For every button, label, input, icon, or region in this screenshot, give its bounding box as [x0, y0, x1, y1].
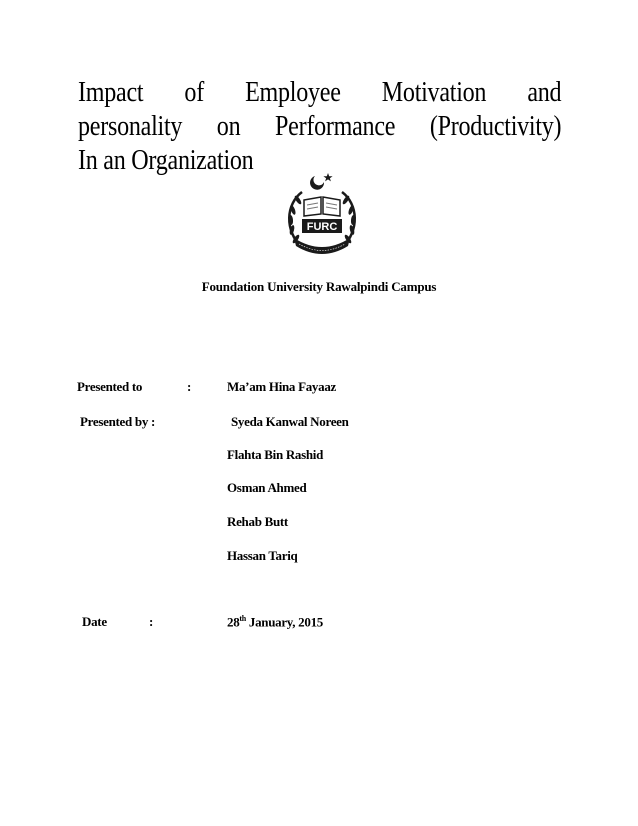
member-name: Syeda Kanwal Noreen — [231, 414, 349, 429]
presented-to-value: Ma’am Hina Fayaaz — [227, 379, 336, 394]
title-line-1: Impact of Employee Motivation and — [78, 77, 562, 108]
date-suffix: th — [239, 614, 246, 623]
presented-to-label: Presented to — [77, 379, 143, 394]
furc-logo-icon — [272, 170, 372, 260]
presented-by-label: Presented by : — [80, 414, 155, 429]
member-name: Rehab Butt — [227, 514, 288, 529]
title-line-3: In an Organization — [78, 145, 254, 176]
member-name: Hassan Tariq — [227, 548, 298, 563]
date-day: 28 — [227, 614, 240, 630]
document-title — [78, 76, 561, 178]
date-rest: January, 2015 — [245, 614, 323, 630]
member-name: Osman Ahmed — [227, 480, 307, 495]
presented-to-colon: : — [187, 379, 192, 394]
member-name: Flahta Bin Rashid — [227, 447, 324, 462]
svg-text:FURC: FURC — [306, 221, 338, 233]
date-value — [227, 614, 323, 630]
date-label: Date — [82, 614, 107, 629]
title-line-2: personality on Performance (Productivity) — [78, 111, 562, 142]
university-name: Foundation University Rawalpindi Campus — [201, 279, 437, 294]
date-colon: : — [149, 614, 154, 629]
